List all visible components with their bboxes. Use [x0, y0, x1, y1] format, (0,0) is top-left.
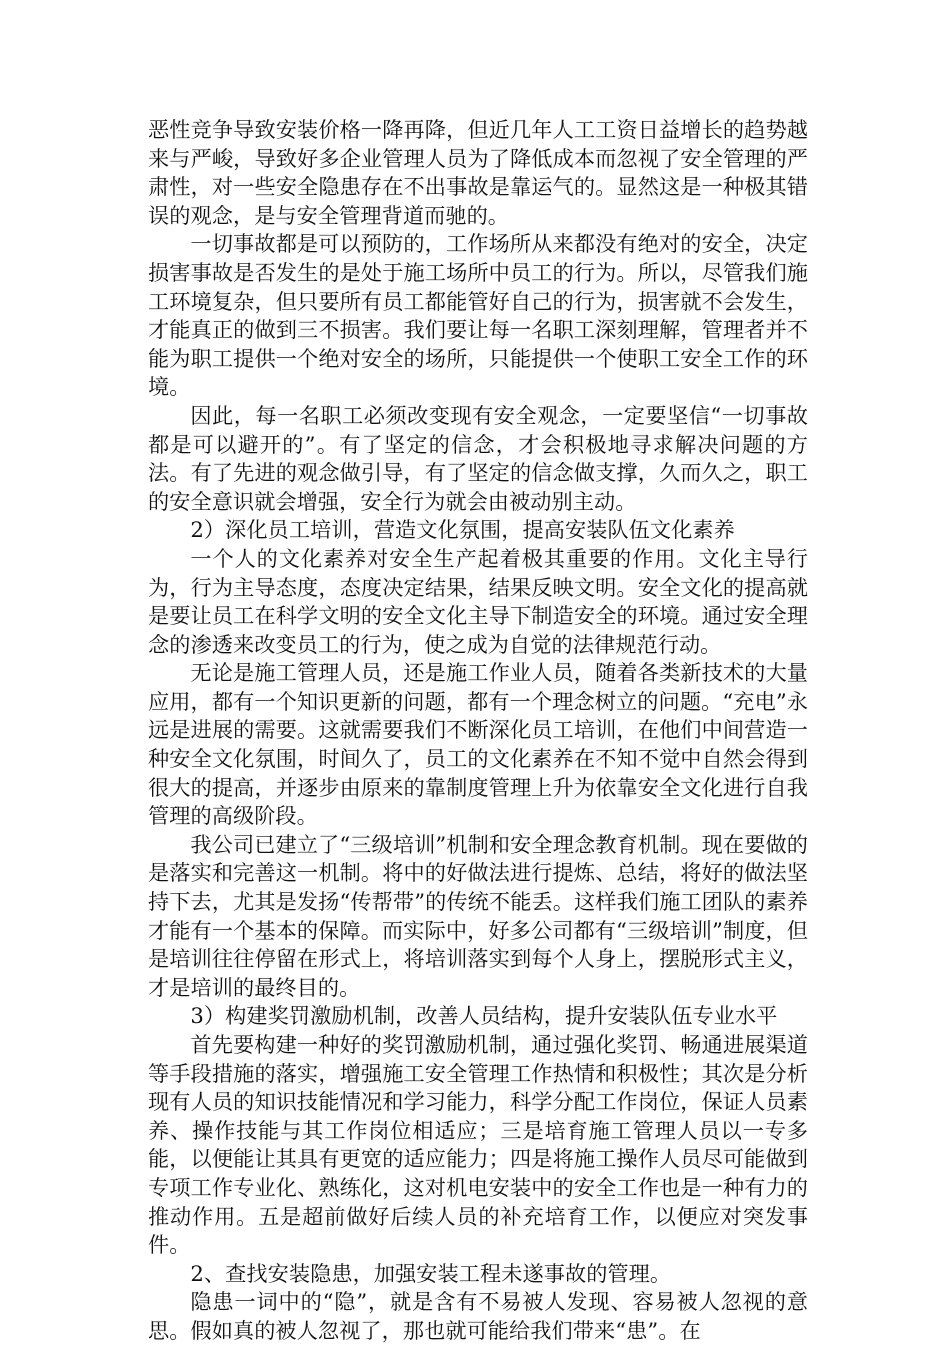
paragraph: 因此，每一名职工必须改变现有安全观念，一定要坚信“一切事故都是可以避开的”。有了坚定的信念，才会积极地寻求解决问题的方法。有了先进的观念做引导，有了坚定的信念做支撑，久而久之，职工的安全意识就会增强，安全行为就会由被动别主动。 [148, 402, 808, 514]
paragraph: 一个人的文化素养对安全生产起着极其重要的作用。文化主导行为，行为主导态度，态度决定结果，结果反映文明。安全文化的提高就是要让员工在科学文明的安全文化主导下制造安全的环境。通过安全理念的渗透来改变员工的行为，使之成为自觉的法律规范行动。 [148, 545, 808, 657]
paragraph: 恶性竞争导致安装价格一降再降，但近几年人工工资日益增长的趋势越来与严峻，导致好多企业管理人员为了降低成本而忽视了安全管理的严肃性，对一些安全隐患存在不出事故是靠运气的。显然这是一种极其错误的观念，是与安全管理背道而驰的。 [148, 117, 808, 228]
paragraph: 一切事故都是可以预防的，工作场所从来都没有绝对的安全，决定损害事故是否发生的是处于施工场所中员工的行为。所以，尽管我们施工环境复杂，但只要所有员工都能管好自己的行为，损害就不会发生，才能真正的做到三不损害。我们要让每一名职工深刻理解，管理者并不能为职工提供一个绝对安全的场所，只能提供一个使职工安全工作的环境。 [148, 231, 808, 400]
document-body [148, 116, 808, 1346]
paragraph: 隐患一词中的“隐”，就是含有不易被人发现、容易被人忽视的意思。假如真的被人忽视了，那也就可能给我们带来“患”。在 [148, 1289, 808, 1343]
paragraph: 首先要构建一种好的奖罚激励机制，通过强化奖罚、畅通进展渠道等手段措施的落实，增强施工安全管理工作热情和积极性；其次是分析现有人员的知识技能情况和学习能力，科学分配工作岗位，保证人员素养、操作技能与其工作岗位相适应；三是培育施工管理人员以一专多能，以便能让其具有更宽的适应能力；四是将施工操作人员尽可能做到专项工作专业化、熟练化，这对机电安装中的安全工作也是一种有力的推动作用。五是超前做好后续人员的补充培育工作，以便应对突发事件。 [148, 1032, 808, 1258]
section-heading: 3）构建奖罚激励机制，改善人员结构，提升安装队伍专业水平 [190, 1003, 778, 1029]
section-heading: 2）深化员工培训，营造文化氛围，提高安装队伍文化素养 [190, 517, 735, 543]
paragraph: 我公司已建立了“三级培训”机制和安全理念教育机制。现在要做的是落实和完善这一机制。将中的好做法进行提炼、总结，将好的做法坚持下去，尤其是发扬“传帮带”的传统不能丢。这样我们施工团队的素养才能有一个基本的保障。而实际中，好多公司都有“三级培训”制度，但是培训往往停留在形式上，将培训落实到每个人身上，摆脱形式主义，才是培训的最终目的。 [148, 831, 808, 1000]
paragraph: 无论是施工管理人员，还是施工作业人员，随着各类新技术的大量应用，都有一个知识更新的问题，都有一个理念树立的问题。“充电”永远是进展的需要。这就需要我们不断深化员工培训，在他们中间营造一种安全文化氛围，时间久了，员工的文化素养在不知不觉中自然会得到很大的提高，并逐步由原来的靠制度管理上升为依靠安全文化进行自我管理的高级阶段。 [148, 660, 808, 829]
section-heading: 2、查找安装隐患，加强安装工程未遂事故的管理。 [190, 1260, 672, 1286]
